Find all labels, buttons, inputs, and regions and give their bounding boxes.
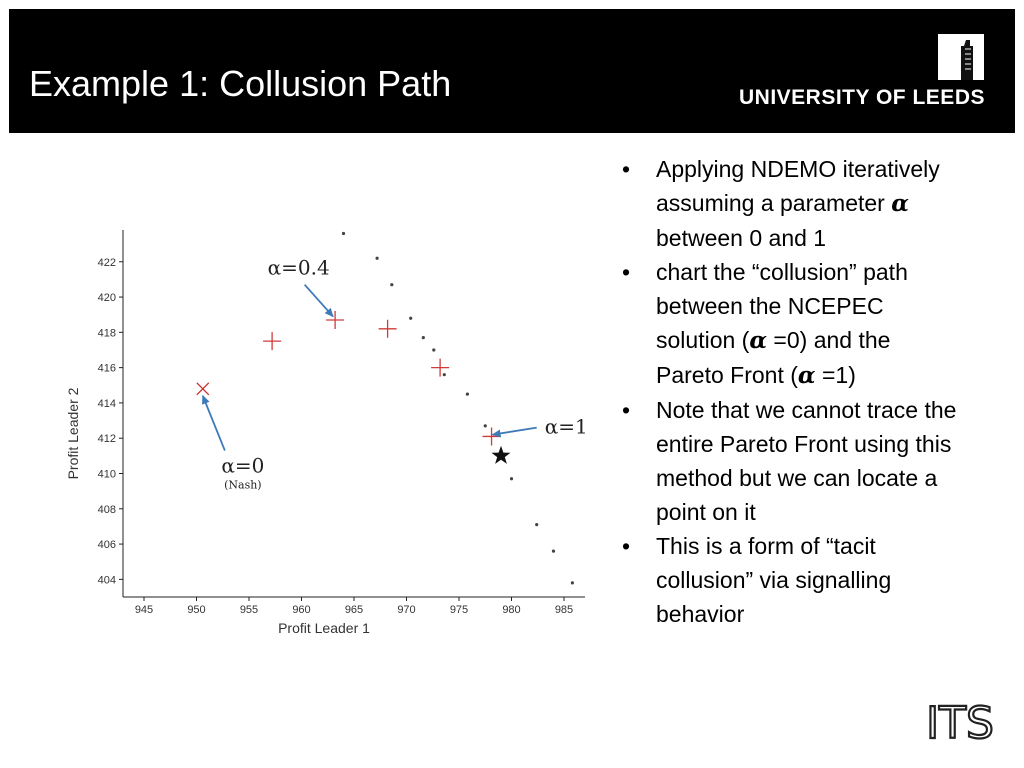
data-point-dot (552, 550, 555, 553)
x-tick-label: 960 (292, 604, 311, 616)
annotation-label: α=1 (544, 414, 588, 439)
pareto-point-star (492, 446, 511, 464)
x-tick-label: 965 (344, 604, 364, 616)
annotation-arrow (203, 396, 225, 451)
bullet-item: • Note that we cannot trace the entire Pareto Front using this method but we can locate a point on it (620, 393, 960, 529)
y-tick-label: 412 (97, 433, 116, 446)
data-point-dot (443, 373, 446, 376)
x-tick-label: 985 (554, 604, 574, 616)
bullet-list (620, 152, 960, 631)
data-point-dot (484, 424, 487, 427)
its-logo-text: ITS (926, 698, 994, 744)
annotation-sublabel: (Nash) (224, 478, 262, 492)
data-point-dot (342, 232, 345, 235)
x-tick-label: 970 (397, 604, 416, 616)
its-logo (920, 698, 1000, 744)
nash-point-x (197, 383, 209, 395)
data-point-dot (376, 257, 379, 260)
y-axis-label: Profit Leader 2 (65, 387, 81, 480)
university-logo-icon (938, 34, 984, 80)
data-point-dot (432, 348, 435, 351)
collusion-path-chart (60, 222, 600, 642)
x-tick-label: 955 (239, 604, 259, 616)
x-axis-label: Profit Leader 1 (278, 620, 370, 636)
data-point-plus (379, 320, 397, 338)
data-point-dot (571, 581, 574, 584)
data-point-dot (510, 477, 513, 480)
data-point-plus (263, 332, 281, 350)
y-tick-label: 410 (97, 468, 116, 481)
data-point-plus (326, 311, 344, 329)
x-tick-label: 950 (187, 604, 206, 616)
y-tick-label: 406 (97, 539, 116, 552)
data-point-dot (390, 283, 393, 286)
data-point-dot (409, 317, 412, 320)
x-tick-label: 975 (449, 604, 469, 616)
y-tick-label: 418 (97, 327, 116, 340)
y-tick-label: 420 (97, 292, 116, 305)
annotation-label: α=0.4 (267, 255, 330, 280)
slide-title: Example 1: Collusion Path (29, 63, 452, 104)
y-tick-label: 404 (97, 574, 116, 587)
bullet-item: • chart the “collusion” path between the NCEPEC solution (α =0) and the Pareto Front (α =1) (620, 255, 960, 393)
y-tick-label: 408 (97, 503, 116, 516)
y-tick-label: 422 (97, 256, 116, 269)
x-tick-label: 980 (502, 604, 521, 616)
bullet-item: • Applying NDEMO iteratively assuming a parameter α between 0 and 1 (620, 152, 960, 255)
tower-icon (938, 34, 984, 80)
data-point-plus (431, 359, 449, 377)
data-point-dot (466, 392, 469, 395)
y-tick-label: 416 (97, 362, 116, 375)
annotation-arrow (493, 428, 537, 435)
y-tick-label: 414 (97, 397, 116, 410)
data-point-dot (422, 336, 425, 339)
data-point-dot (535, 523, 538, 526)
x-tick-label: 945 (134, 604, 154, 616)
university-logo-text: UNIVERSITY OF LEEDS (739, 86, 985, 109)
annotation-label: α=0 (221, 453, 265, 478)
data-point-plus (483, 427, 501, 445)
bullet-item: • This is a form of “tacit collusion” via signalling behavior (620, 529, 960, 631)
annotation-arrow (305, 285, 333, 317)
